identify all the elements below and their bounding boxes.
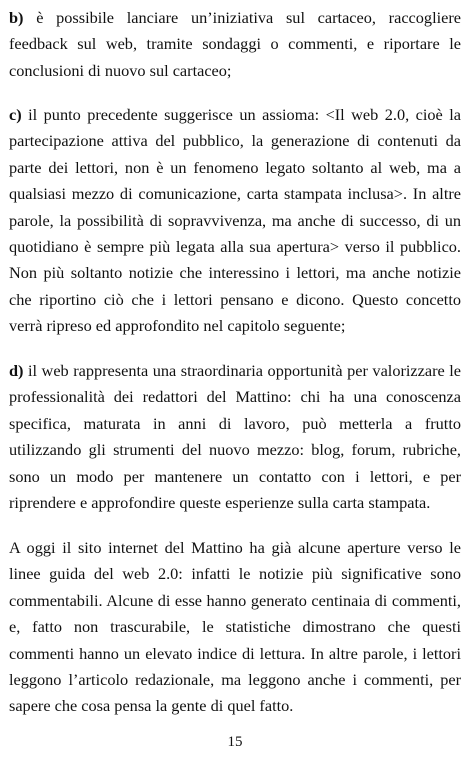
- page-number: 15: [227, 734, 243, 750]
- paragraph-d-text: il web rappresenta una straordinaria opportunità per valorizzare le professionalità dei redattori del Mattino: chi ha una conoscenza specifica, maturata in anni di lavoro, può metterla a frutto utilizzando gli strumenti del nuovo mezzo: blog, forum, rubriche, sono un modo per mantenere un contatto con i lettori, e per riprendere e approfondire queste esperienze sulla carta stampata.: [9, 361, 461, 513]
- paragraph-b-text: è possibile lanciare un’iniziativa sul cartaceo, raccogliere feedback sul web, tramite sondaggi o commenti, e riportare le conclusioni di nuovo sul cartaceo;: [9, 8, 461, 80]
- paragraph-e: [9, 535, 461, 720]
- paragraph-d: [9, 358, 461, 516]
- list-marker-d: d): [9, 361, 24, 380]
- paragraph-e-text: A oggi il sito internet del Mattino ha già alcune aperture verso le linee guida del web 2.0: infatti le notizie più significative sono commentabili. Alcune di esse hanno generato centinaia di commenti, e, fatto non trascurabile, le statistiche dimostrano che questi commenti hanno un elevato indice di lettura. In altre parole, i lettori leggono l’articolo redazionale, ma leggono anche i commenti, per sapere che cosa pensa la gente di quel fatto.: [9, 538, 461, 716]
- paragraph-b: [9, 5, 461, 84]
- paragraph-c: [9, 102, 461, 340]
- paragraph-c-text: il punto precedente suggerisce un assioma: <Il web 2.0, cioè la partecipazione attiva del pubblico, la generazione di contenuti da parte dei lettori, non è un fenomeno legato soltanto al web, ma a qualsiasi mezzo di comunicazione, carta stampata inclusa>. In altre parole, la possibilità di sopravvivenza, ma anche di successo, di un quotidiano è sempre più legata alla sua apertura> verso il pubblico. Non più soltanto notizie che interessino i lettori, ma anche notizie che riportino ciò che i lettori pensano e dicono. Questo concetto verrà ripreso ed approfondito nel capitolo seguente;: [9, 105, 461, 336]
- list-marker-c: c): [9, 105, 22, 124]
- list-marker-b: b): [9, 8, 24, 27]
